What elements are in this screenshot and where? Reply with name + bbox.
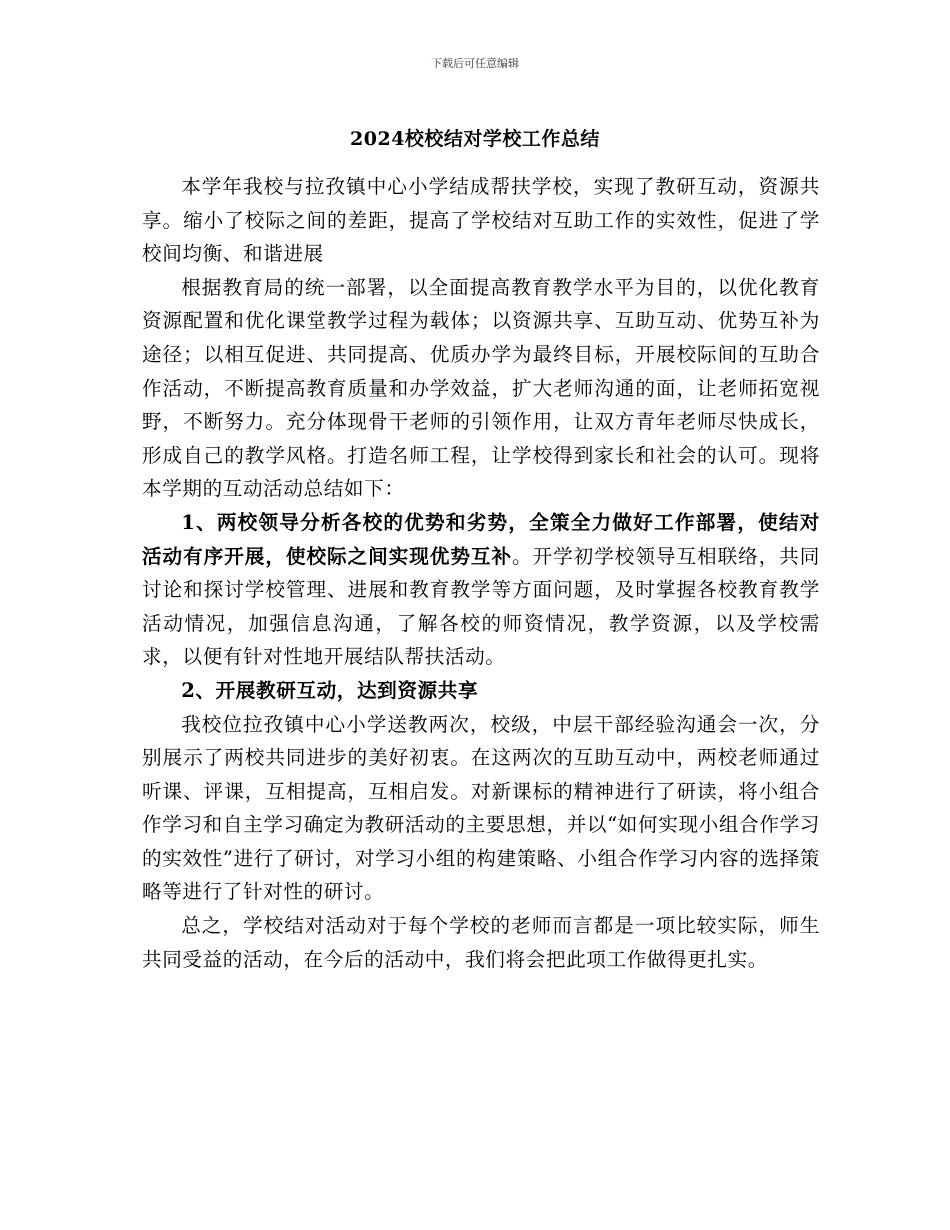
page-header-note: 下载后可任意编辑 bbox=[431, 57, 519, 70]
paragraph-text: 本学年我校与拉孜镇中心小学结成帮扶学校，实现了教研互动，资源共享。缩小了校际之间的差距，提高了学校结对互助工作的实效性，促进了学校间均衡、和谐进展 bbox=[142, 175, 820, 266]
section-heading-2: 2、开展教研互动，达到资源共享 bbox=[181, 678, 479, 702]
paragraph-intro bbox=[142, 170, 820, 271]
paragraph-conclusion bbox=[142, 909, 820, 976]
paragraph-text: 总之，学校结对活动对于每个学校的老师而言都是一项比较实际，师生共同受益的活动，在今后的活动中，我们将会把此项工作做得更扎实。 bbox=[142, 914, 820, 971]
document-body bbox=[142, 170, 820, 976]
section-heading-1: 1、两校领导分析各校的优势和劣势，全策全力做好工作部署，使结对活动有序开展，使校际之间实现优势互补 bbox=[142, 510, 820, 568]
paragraph-section-2-heading bbox=[142, 674, 820, 708]
paragraph-section-2-body bbox=[142, 708, 820, 910]
paragraph-background bbox=[142, 271, 820, 506]
paragraph-text: 我校位拉孜镇中心小学送教两次，校级，中层干部经验沟通会一次，分别展示了两校共同进步的美好初衷。在这两次的互助互动中，两校老师通过听课、评课，互相提高，互相启发。对新课标的精神进行了研读，将小组合作学习和自主学习确定为教研活动的主要思想，并以“如何实现小组合作学习的实效性”进行了研讨，对学习小组的构建策略、小组合作学习内容的选择策略等进行了针对性的研讨。 bbox=[142, 712, 820, 904]
paragraph-section-1 bbox=[142, 506, 820, 674]
paragraph-text: 。开学初学校领导互相联络，共同讨论和探讨学校管理、进展和教育教学等方面问题，及时掌握各校教育教学活动情况，加强信息沟通，了解各校的师资情况，教学资源，以及学校需求，以便有针对性地开展结队帮扶活动。 bbox=[142, 544, 820, 669]
paragraph-text: 根据教育局的统一部署，以全面提高教育教学水平为目的，以优化教育资源配置和优化课堂教学过程为载体；以资源共享、互助互动、优势互补为途径；以相互促进、共同提高、优质办学为最终目标，开展校际间的互助合作活动，不断提高教育质量和办学效益，扩大老师沟通的面，让老师拓宽视野，不断努力。充分体现骨干老师的引领作用，让双方青年老师尽快成长，形成自己的教学风格。打造名师工程，让学校得到家长和社会的认可。现将本学期的互动活动总结如下： bbox=[142, 275, 820, 501]
document-title: 2024校校结对学校工作总结 bbox=[350, 128, 600, 150]
